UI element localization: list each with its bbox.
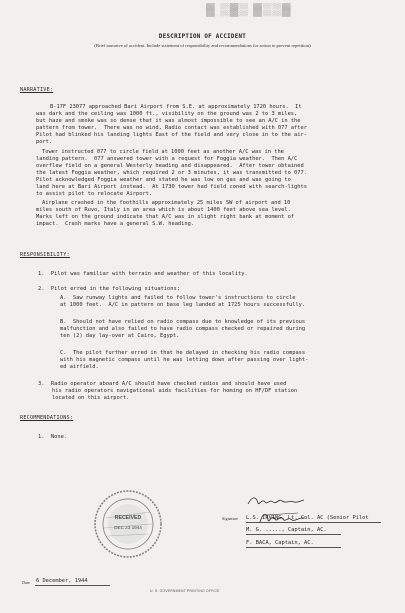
narrative-line: overflew field on a general Westerly heading and disappeared. After tower obtained — [36, 163, 304, 169]
recommendations-header: RECOMMENDATIONS: — [20, 415, 74, 421]
narrative-line: port. — [36, 139, 53, 145]
date-label: Date — [22, 580, 30, 585]
handwritten-signature-top — [246, 494, 306, 508]
narrative-line: Airplane crashed in the foothills approximately 25 miles SW of airport and 10 — [42, 200, 291, 206]
signature-line-1: L.S. IRVING, Lt. Col. AC (Senior Pilot — [246, 515, 369, 521]
document-title: DESCRIPTION OF ACCIDENT — [158, 34, 247, 40]
narrative-line: Marks left on the ground indicate that A/C was in slight right bank at moment of — [36, 214, 295, 220]
narrative-line: the latest Foggia weather, which required 2 or 3 minutes, it was transmitted to 077. — [36, 170, 307, 176]
responsibility-item-2: 2. Pilot erred in the following situations; — [38, 286, 180, 292]
narrative-line: impact. Crash marks have a general S.W. heading. — [36, 221, 195, 227]
narrative-line: pattern from tower. There was no wind, Radio contact was established with 077 after — [36, 125, 307, 131]
narrative-line: Pilot acknowledged Foggia weather and stated he was low on gas and was going to — [36, 177, 291, 183]
narrative-line: to assist pilot to relocate Airport. — [36, 191, 153, 197]
signature-rule — [246, 547, 341, 548]
document-subtitle: (Brief narrative of accident. Include statement of responsibility and recommendations for action to prevent repetition) — [94, 43, 311, 48]
stamp-date: DEC 23 1944 — [114, 525, 142, 530]
responsibility-item-2a-cont: at 1000 feet. A/C in pattern on base leg landed at 1725 hours successfully. — [60, 302, 306, 308]
narrative-header: NARRATIVE: — [20, 87, 54, 93]
responsibility-item-2b-cont: ten (2) day lay-over at Cairo, Egypt. — [60, 333, 180, 339]
signature-rule — [246, 522, 381, 523]
responsibility-header: RESPONSIBILITY: — [20, 252, 70, 258]
narrative-line: but haze and smoke was so dense that it was almost impossible to see an A/C in the — [36, 118, 301, 124]
narrative-line: B-17F 23077 approached Bari Airport from S.E. at approximately 1720 hours. It — [50, 104, 302, 110]
signature-line-3: F. BACA, Captain, AC. — [246, 540, 314, 546]
responsibility-item-3-cont: his radio operators navigational aids facilities for homing on HF/DF station — [52, 388, 298, 394]
date-rule — [35, 585, 110, 586]
responsibility-item-2c-cont: with his magnetic compass until he was letting down after passing over light- — [60, 357, 309, 363]
responsibility-item-3-cont: located on this airport. — [52, 395, 130, 401]
narrative-line: miles south of Ruvo, Italy in an area which is about 1400 feet above sea level. — [36, 207, 291, 213]
responsibility-item-3: 3. Radio operator aboard A/C should have checked radios and should have used — [38, 381, 287, 387]
responsibility-item-1: 1. Pilot was familiar with terrain and weather of this locality. — [38, 271, 248, 277]
stamp-text: RECEIVED — [114, 515, 142, 521]
responsibility-item-2c-cont: ed airfield. — [60, 364, 99, 370]
responsibility-item-2a: A. Saw runway lights and failed to follow tower's instructions to circle — [60, 295, 296, 301]
printing-office-footer: U. S. GOVERNMENT PRINTING OFFICE — [150, 589, 220, 593]
responsibility-item-2c: C. The pilot further erred in that he delayed in checking his radio compass — [60, 350, 306, 356]
report-date: 6 December, 1944 — [36, 578, 88, 584]
narrative-line: was dark and the ceiling was 1000 ft., visibility on the ground was 2 to 3 miles, — [36, 111, 298, 117]
signature-label: Signature — [222, 516, 239, 521]
narrative-line: Tower instructed 077 to circle field at 1000 feet as another A/C was in the — [42, 149, 284, 155]
recommendations-item-1: 1. None. — [38, 434, 68, 440]
header-smudge: ▓ ▒▓▒ ▓▒▒▓ — [206, 2, 292, 16]
narrative-line: landing pattern. 077 answered tower with a request for Foggia weather. Then A/C — [36, 156, 298, 162]
signature-line-2: M. G. ....., Captain, AC. — [246, 527, 327, 533]
responsibility-item-2b-cont: malfunction and also failed to have radio compass checked or repaired during — [60, 326, 306, 332]
received-stamp — [92, 488, 164, 560]
signature-rule — [246, 534, 341, 535]
narrative-line: Pilot had blinked his landing lights East of the field and very close in to the air- — [36, 132, 307, 138]
responsibility-item-2b: B. Should not have relied on radio compass due to knowledge of its previous — [60, 319, 306, 325]
narrative-line: land here at Bari Airport instead. At 1730 tower had field coned with search-lights — [36, 184, 307, 190]
